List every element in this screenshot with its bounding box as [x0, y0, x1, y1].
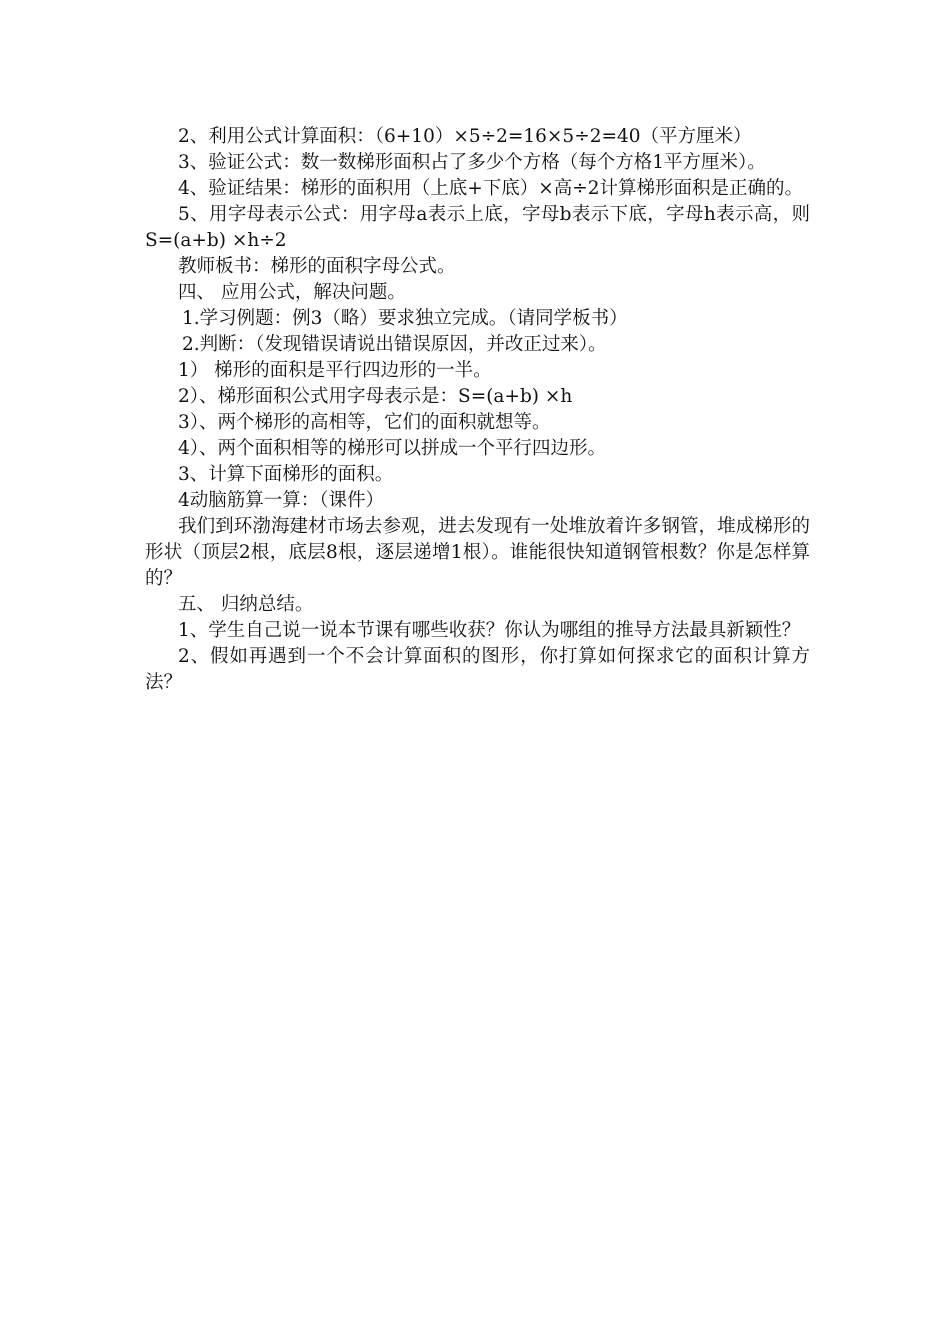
judgement-item-1: 1） 梯形的面积是平行四边形的一半。: [178, 360, 492, 381]
document-body: [145, 124, 810, 696]
paragraph-summary-2: 2、假如再遇到一个不会计算面积的图形，你打算如何探求它的面积计算方法？: [145, 646, 810, 693]
paragraph-summary-1: 1、学生自己说一说本节课有哪些收获？你认为哪组的推导方法最具新颖性？: [178, 620, 801, 641]
judgement-item-3: 3）、两个梯形的高相等，它们的面积就想等。: [178, 412, 551, 433]
paragraph-calculate-area: 3、计算下面梯形的面积。: [178, 464, 394, 485]
section-heading-apply-formula: 四、 应用公式，解决问题。: [178, 282, 406, 303]
paragraph-verify-formula: 3、验证公式：数一数梯形面积占了多少个方格（每个方格1平方厘米）。: [178, 152, 766, 173]
paragraph-steel-pipes: 我们到环渤海建材市场去参观，进去发现有一处堆放着许多钢管，堆成梯形的形状（顶层2根，底层8根，逐层递增1根）。谁能很快知道钢管根数？你是怎样算的？: [145, 516, 810, 589]
paragraph-letter-formula: 5、用字母表示公式：用字母a表示上底，字母b表示下底，字母h表示高，则S=(a+b) ×h÷2: [145, 204, 810, 251]
section-heading-summary: 五、 归纳总结。: [178, 594, 314, 615]
paragraph-verify-result: 4、验证结果：梯形的面积用（上底+下底）×高÷2计算梯形面积是正确的。: [178, 178, 804, 199]
paragraph-formula-calculation: 2、利用公式计算面积：（6+10）×5÷2=16×5÷2=40（平方厘米）: [178, 126, 752, 147]
judgement-item-4: 4）、两个面积相等的梯形可以拼成一个平行四边形。: [178, 438, 607, 459]
judgement-item-2: 2）、梯形面积公式用字母表示是：S=(a+b) ×h: [178, 386, 573, 407]
paragraph-judgement: 2.判断：（发现错误请说出错误原因，并改正过来）。: [182, 334, 607, 355]
paragraph-example-study: 1.学习例题：例3（略）要求独立完成。（请同学板书）: [182, 308, 628, 329]
paragraph-teacher-board: 教师板书：梯形的面积字母公式。: [178, 256, 456, 277]
paragraph-brain-teaser: 4动脑筋算一算：（课件）: [178, 490, 385, 511]
